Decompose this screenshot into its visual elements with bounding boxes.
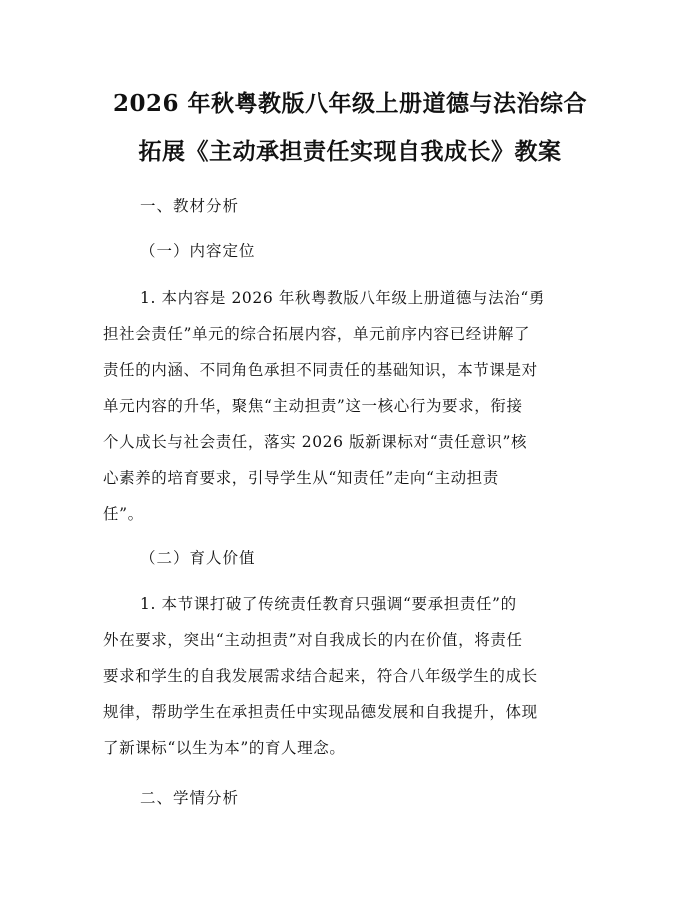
paragraph-line: 规律，帮助学生在承担责任中实现品德发展和自我提升，体现	[103, 703, 538, 721]
paragraph-line: 1. 本内容是 2026 年秋粤教版八年级上册道德与法治“勇	[140, 289, 545, 307]
section-heading-textbook-analysis: 一、教材分析	[140, 197, 240, 215]
paragraph-line: 要求和学生的自我发展需求结合起来，符合八年级学生的成长	[103, 667, 538, 685]
paragraph-line: 责任的内涵、不同角色承担不同责任的基础知识，本节课是对	[103, 361, 538, 379]
paragraph-content-positioning	[103, 280, 603, 532]
paragraph-line: 任”。	[103, 505, 144, 523]
section-heading-student-analysis: 二、学情分析	[140, 789, 240, 807]
subheading-educational-value: （二）育人价值	[140, 549, 256, 567]
subheading-content-positioning: （一）内容定位	[140, 242, 256, 260]
paragraph-educational-value	[103, 586, 603, 766]
paragraph-line: 个人成长与社会责任，落实 2026 版新课标对“责任意识”核	[103, 433, 528, 451]
document-title	[80, 80, 620, 176]
paragraph-line: 心素养的培育要求，引导学生从“知责任”走向“主动担责	[103, 469, 499, 487]
paragraph-line: 1. 本节课打破了传统责任教育只强调“要承担责任”的	[140, 595, 517, 613]
paragraph-line: 担社会责任”单元的综合拓展内容，单元前序内容已经讲解了	[103, 325, 531, 343]
paragraph-line: 了新课标“以生为本”的育人理念。	[103, 739, 346, 757]
paragraph-line: 单元内容的升华，聚焦“主动担责”这一核心行为要求，衔接	[103, 397, 523, 415]
title-line-1: 2026 年秋粤教版八年级上册道德与法治综合	[112, 90, 588, 117]
paragraph-line: 外在要求，突出“主动担责”对自我成长的内在价值，将责任	[103, 631, 523, 649]
title-line-2: 拓展《主动承担责任实现自我成长》教案	[138, 138, 562, 165]
